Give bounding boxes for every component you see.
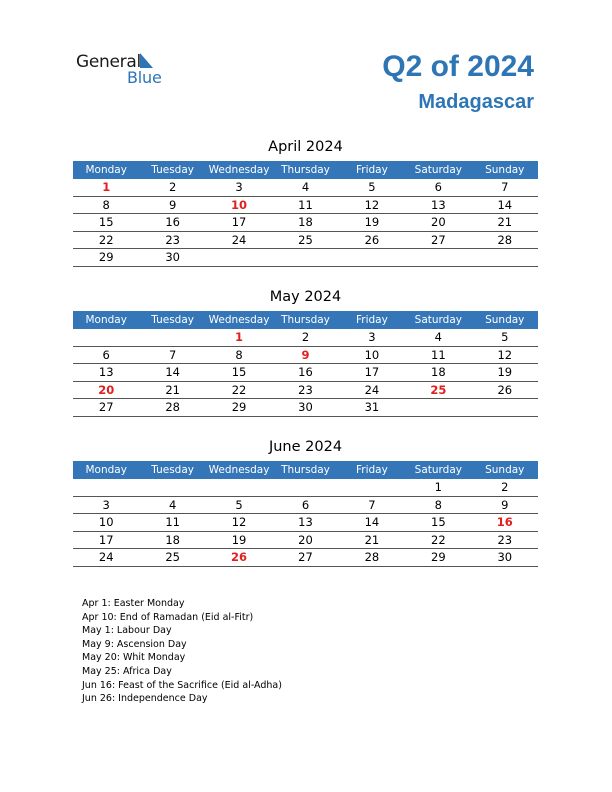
- weekday-header: Tuesday: [139, 461, 205, 479]
- weekday-header: Thursday: [272, 461, 338, 479]
- country-name: Madagascar: [418, 91, 534, 113]
- day-cell: 31: [339, 399, 405, 417]
- weekday-header-row: [73, 161, 538, 179]
- calendar-table: [73, 461, 538, 567]
- day-cell: 18: [405, 364, 471, 382]
- day-cell: 26: [339, 231, 405, 249]
- weekday-header: Friday: [339, 161, 405, 179]
- day-cell: 6: [405, 179, 471, 196]
- holiday-note: May 1: Labour Day: [82, 625, 172, 637]
- day-cell: 30: [272, 399, 338, 417]
- month-april: [73, 136, 538, 267]
- page-title: Q2 of 2024: [382, 50, 534, 83]
- day-cell: 21: [339, 531, 405, 549]
- weekday-header: Wednesday: [206, 161, 272, 179]
- holiday-day-cell: 10: [206, 196, 272, 214]
- month-title: June 2024: [268, 439, 343, 455]
- calendar-table: [73, 311, 538, 417]
- generalblue-logo: [76, 52, 176, 88]
- weekday-header: Monday: [73, 461, 139, 479]
- week-row: [73, 399, 538, 417]
- day-cell: 14: [472, 196, 538, 214]
- day-cell: 4: [139, 496, 205, 514]
- weekday-header: Friday: [339, 461, 405, 479]
- day-cell: 10: [339, 346, 405, 364]
- day-cell: 30: [139, 249, 205, 267]
- day-cell: 17: [339, 364, 405, 382]
- weekday-header: Saturday: [405, 311, 471, 329]
- empty-day-cell: [139, 329, 205, 346]
- week-row: [73, 514, 538, 532]
- calendar-table: [73, 161, 538, 267]
- day-cell: 3: [339, 329, 405, 346]
- day-cell: 17: [73, 531, 139, 549]
- day-cell: 4: [405, 329, 471, 346]
- day-cell: 22: [206, 381, 272, 399]
- day-cell: 8: [405, 496, 471, 514]
- day-cell: 8: [206, 346, 272, 364]
- day-cell: 7: [139, 346, 205, 364]
- month-title: May 2024: [269, 289, 342, 305]
- holiday-day-cell: 1: [206, 329, 272, 346]
- day-cell: 11: [272, 196, 338, 214]
- holiday-day-cell: 25: [405, 381, 471, 399]
- holiday-notes: [82, 597, 282, 706]
- week-row: [73, 214, 538, 232]
- empty-day-cell: [405, 249, 471, 267]
- holiday-note: May 9: Ascension Day: [82, 638, 187, 650]
- day-cell: 14: [339, 514, 405, 532]
- weekday-header: Friday: [339, 311, 405, 329]
- empty-day-cell: [73, 479, 139, 496]
- week-row: [73, 196, 538, 214]
- day-cell: 24: [206, 231, 272, 249]
- week-row: [73, 329, 538, 346]
- day-cell: 16: [139, 214, 205, 232]
- day-cell: 13: [73, 364, 139, 382]
- day-cell: 24: [339, 381, 405, 399]
- day-cell: 10: [73, 514, 139, 532]
- day-cell: 20: [272, 531, 338, 549]
- weekday-header: Monday: [73, 161, 139, 179]
- day-cell: 29: [206, 399, 272, 417]
- day-cell: 24: [73, 549, 139, 567]
- day-cell: 30: [472, 549, 538, 567]
- empty-day-cell: [472, 399, 538, 417]
- holiday-day-cell: 20: [73, 381, 139, 399]
- week-row: [73, 231, 538, 249]
- day-cell: 8: [73, 196, 139, 214]
- empty-day-cell: [272, 249, 338, 267]
- day-cell: 9: [139, 196, 205, 214]
- day-cell: 3: [206, 179, 272, 196]
- day-cell: 23: [139, 231, 205, 249]
- day-cell: 20: [405, 214, 471, 232]
- holiday-note: Jun 26: Independence Day: [82, 693, 208, 705]
- day-cell: 3: [73, 496, 139, 514]
- weekday-header: Tuesday: [139, 161, 205, 179]
- week-row: [73, 249, 538, 267]
- holiday-day-cell: 26: [206, 549, 272, 567]
- day-cell: 12: [206, 514, 272, 532]
- day-cell: 2: [472, 479, 538, 496]
- holiday-note: May 20: Whit Monday: [82, 652, 186, 664]
- empty-day-cell: [73, 329, 139, 346]
- day-cell: 7: [472, 179, 538, 196]
- holiday-note: May 25: Africa Day: [82, 665, 172, 677]
- day-cell: 25: [272, 231, 338, 249]
- day-cell: 12: [472, 346, 538, 364]
- calendar-body: [73, 479, 538, 566]
- day-cell: 23: [272, 381, 338, 399]
- week-row: [73, 364, 538, 382]
- logo-general-text: General: [76, 52, 141, 72]
- week-row: [73, 496, 538, 514]
- day-cell: 26: [472, 381, 538, 399]
- day-cell: 28: [139, 399, 205, 417]
- empty-day-cell: [272, 479, 338, 496]
- weekday-header: Thursday: [272, 161, 338, 179]
- month-june: [73, 436, 538, 567]
- week-row: [73, 531, 538, 549]
- logo-flag-icon: [140, 53, 153, 68]
- day-cell: 29: [405, 549, 471, 567]
- day-cell: 12: [339, 196, 405, 214]
- day-cell: 6: [272, 496, 338, 514]
- week-row: [73, 479, 538, 496]
- day-cell: 18: [139, 531, 205, 549]
- logo-blue-text: Blue: [127, 68, 162, 87]
- week-row: [73, 549, 538, 567]
- empty-day-cell: [472, 249, 538, 267]
- day-cell: 11: [139, 514, 205, 532]
- day-cell: 27: [73, 399, 139, 417]
- day-cell: 2: [139, 179, 205, 196]
- holiday-day-cell: 9: [272, 346, 338, 364]
- holiday-note: Apr 10: End of Ramadan (Eid al-Fitr): [82, 611, 254, 623]
- weekday-header: Saturday: [405, 461, 471, 479]
- day-cell: 17: [206, 214, 272, 232]
- calendar-body: [73, 179, 538, 266]
- day-cell: 28: [339, 549, 405, 567]
- weekday-header: Sunday: [472, 311, 538, 329]
- empty-day-cell: [206, 479, 272, 496]
- day-cell: 9: [472, 496, 538, 514]
- month-title: April 2024: [268, 139, 343, 155]
- day-cell: 27: [405, 231, 471, 249]
- day-cell: 21: [139, 381, 205, 399]
- day-cell: 1: [405, 479, 471, 496]
- day-cell: 2: [272, 329, 338, 346]
- day-cell: 7: [339, 496, 405, 514]
- empty-day-cell: [139, 479, 205, 496]
- day-cell: 4: [272, 179, 338, 196]
- day-cell: 11: [405, 346, 471, 364]
- weekday-header: Sunday: [472, 461, 538, 479]
- calendar-body: [73, 329, 538, 416]
- day-cell: 29: [73, 249, 139, 267]
- day-cell: 13: [272, 514, 338, 532]
- weekday-header-row: [73, 311, 538, 329]
- week-row: [73, 346, 538, 364]
- day-cell: 23: [472, 531, 538, 549]
- weekday-header: Saturday: [405, 161, 471, 179]
- day-cell: 5: [472, 329, 538, 346]
- day-cell: 5: [206, 496, 272, 514]
- day-cell: 15: [73, 214, 139, 232]
- weekday-header-row: [73, 461, 538, 479]
- day-cell: 27: [272, 549, 338, 567]
- day-cell: 22: [73, 231, 139, 249]
- week-row: [73, 381, 538, 399]
- day-cell: 14: [139, 364, 205, 382]
- day-cell: 5: [339, 179, 405, 196]
- day-cell: 19: [472, 364, 538, 382]
- empty-day-cell: [405, 399, 471, 417]
- empty-day-cell: [206, 249, 272, 267]
- day-cell: 15: [206, 364, 272, 382]
- weekday-header: Wednesday: [206, 461, 272, 479]
- day-cell: 15: [405, 514, 471, 532]
- day-cell: 13: [405, 196, 471, 214]
- holiday-day-cell: 1: [73, 179, 139, 196]
- day-cell: 25: [139, 549, 205, 567]
- day-cell: 19: [206, 531, 272, 549]
- day-cell: 16: [272, 364, 338, 382]
- day-cell: 19: [339, 214, 405, 232]
- day-cell: 22: [405, 531, 471, 549]
- month-may: [73, 286, 538, 417]
- day-cell: 28: [472, 231, 538, 249]
- day-cell: 18: [272, 214, 338, 232]
- holiday-day-cell: 16: [472, 514, 538, 532]
- weekday-header: Wednesday: [206, 311, 272, 329]
- day-cell: 6: [73, 346, 139, 364]
- weekday-header: Tuesday: [139, 311, 205, 329]
- holiday-note: Jun 16: Feast of the Sacrifice (Eid al-Adha): [82, 679, 282, 691]
- weekday-header: Thursday: [272, 311, 338, 329]
- holiday-note: Apr 1: Easter Monday: [82, 598, 185, 609]
- weekday-header: Sunday: [472, 161, 538, 179]
- empty-day-cell: [339, 249, 405, 267]
- day-cell: 21: [472, 214, 538, 232]
- weekday-header: Monday: [73, 311, 139, 329]
- week-row: [73, 179, 538, 196]
- empty-day-cell: [339, 479, 405, 496]
